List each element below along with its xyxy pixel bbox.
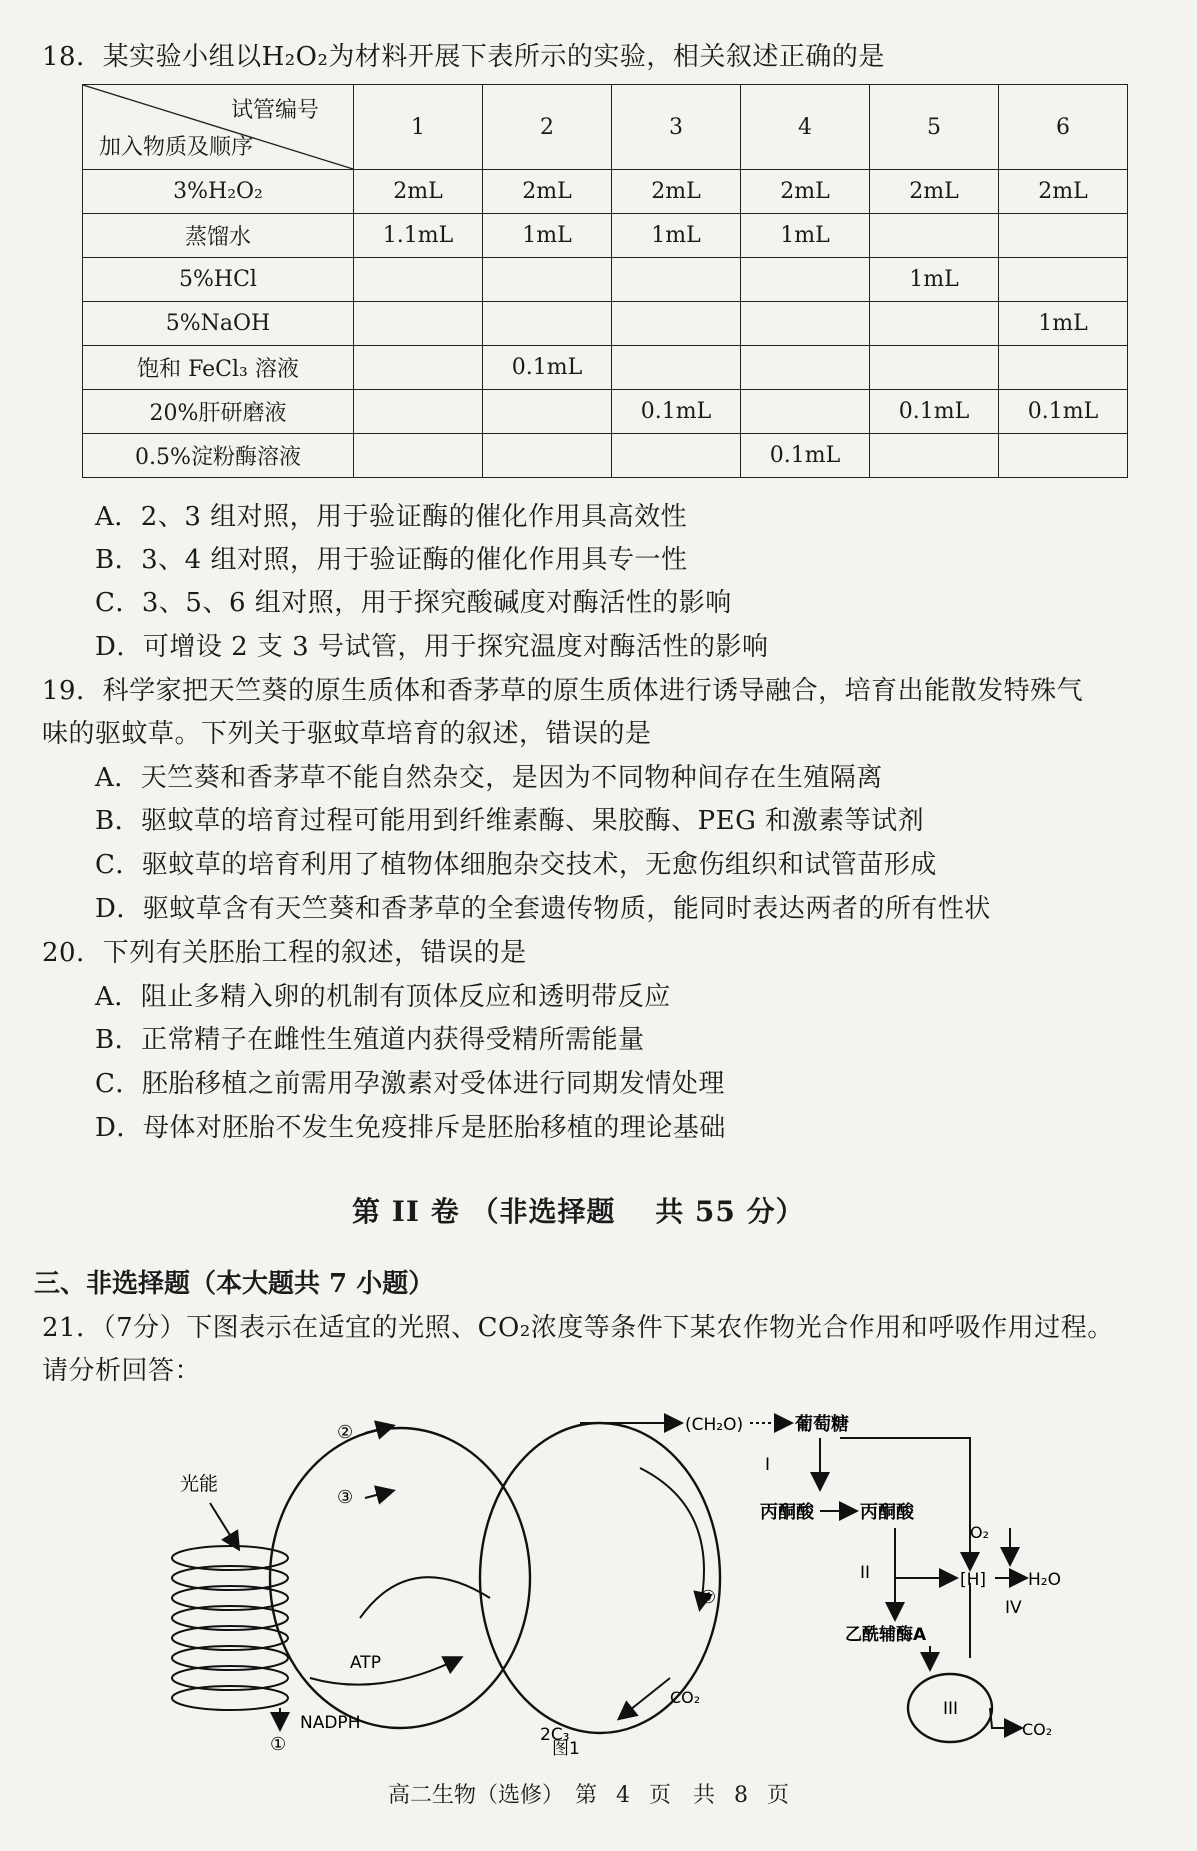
table-cell: 2mL bbox=[612, 170, 741, 214]
q20-option-b: B．正常精子在雌性生殖道内获得受精所需能量 bbox=[95, 1025, 645, 1055]
roman-1: I bbox=[765, 1455, 771, 1475]
co2-in-arrow bbox=[620, 1678, 670, 1718]
table-cell: 2mL bbox=[741, 170, 870, 214]
row-label: 蒸馏水 bbox=[83, 214, 354, 258]
row-label: 20%肝研磨液 bbox=[83, 390, 354, 434]
q19-stem-line1: 19．科学家把天竺葵的原生质体和香茅草的原生质体进行诱导融合，培育出能散发特殊气 bbox=[42, 676, 1084, 706]
row-label: 3%H₂O₂ bbox=[83, 170, 354, 214]
column-header: 4 bbox=[741, 85, 870, 170]
nadph-label: NADPH bbox=[300, 1713, 361, 1733]
table-cell: 0.1mL bbox=[741, 434, 870, 478]
label-circle-1: ① bbox=[270, 1734, 287, 1755]
q20-option-a: A．阻止多精入卵的机制有顶体反应和透明带反应 bbox=[95, 982, 671, 1012]
table-row bbox=[83, 258, 1128, 302]
section-title: 第 II 卷 （非选择题 共 55 分） bbox=[352, 1195, 805, 1228]
q18-option-c: C．3、5、6 组对照，用于探究酸碱度对酶活性的影响 bbox=[95, 588, 732, 618]
table-cell bbox=[354, 434, 483, 478]
q19-option-a: A．天竺葵和香茅草不能自然杂交，是因为不同物种间存在生殖隔离 bbox=[95, 763, 883, 793]
o2-label: O₂ bbox=[970, 1523, 990, 1542]
light-reaction-cycle bbox=[270, 1428, 530, 1728]
table-cell bbox=[483, 434, 612, 478]
table-row bbox=[83, 346, 1128, 390]
table-cell bbox=[870, 346, 999, 390]
co2-in-label: CO₂ bbox=[670, 1688, 701, 1707]
table-cell bbox=[741, 390, 870, 434]
nadph-arc bbox=[310, 1658, 460, 1685]
table-cell: 1.1mL bbox=[354, 214, 483, 258]
table-cell: 1mL bbox=[999, 302, 1128, 346]
table-cell: 0.1mL bbox=[870, 390, 999, 434]
figure-caption: 图1 bbox=[552, 1739, 580, 1759]
q20-option-d: D．母体对胚胎不发生免疫排斥是胚胎移植的理论基础 bbox=[95, 1113, 726, 1143]
column-header: 1 bbox=[354, 85, 483, 170]
row-label: 5%NaOH bbox=[83, 302, 354, 346]
experiment-table bbox=[82, 84, 1128, 478]
table-cell bbox=[354, 390, 483, 434]
light-arrow bbox=[210, 1503, 238, 1548]
table-cell: 1mL bbox=[612, 214, 741, 258]
table-cell bbox=[870, 434, 999, 478]
table-cell: 0.1mL bbox=[999, 390, 1128, 434]
table-row bbox=[83, 214, 1128, 258]
calvin-arrow bbox=[640, 1468, 704, 1608]
q19-option-c: C．驱蚊草的培育利用了植物体细胞杂交技术，无愈伤组织和试管苗形成 bbox=[95, 850, 937, 880]
column-header: 5 bbox=[870, 85, 999, 170]
label-circle-3: ③ bbox=[337, 1487, 354, 1508]
arrow-to-3 bbox=[365, 1491, 392, 1498]
table-cell bbox=[999, 346, 1128, 390]
h2o-label: H₂O bbox=[1028, 1570, 1061, 1590]
table-corner-cell bbox=[83, 85, 354, 170]
table-cell bbox=[741, 302, 870, 346]
row-label: 5%HCl bbox=[83, 258, 354, 302]
table-cell bbox=[999, 258, 1128, 302]
table-cell bbox=[612, 434, 741, 478]
acetylcoa-label: 乙酰辅酶A bbox=[845, 1625, 927, 1645]
table-cell bbox=[612, 346, 741, 390]
table-row bbox=[83, 302, 1128, 346]
q21-stem-line1: 21．（7分）下图表示在适宜的光照、CO₂浓度等条件下某农作物光合作用和呼吸作用过程。 bbox=[42, 1313, 1114, 1343]
table-cell bbox=[354, 258, 483, 302]
q18-option-a: A．2、3 组对照，用于验证酶的催化作用具高效性 bbox=[95, 502, 688, 532]
page-footer: 高二生物（选修） 第 4 页 共 8 页 bbox=[388, 1783, 789, 1808]
pyruvate-label-2: 丙酮酸 bbox=[860, 1502, 914, 1523]
table-cell: 1mL bbox=[483, 214, 612, 258]
table-cell: 2mL bbox=[483, 170, 612, 214]
table-cell: 2mL bbox=[999, 170, 1128, 214]
table-cell: 1mL bbox=[870, 258, 999, 302]
atp-label: ATP bbox=[350, 1653, 381, 1673]
table-cell bbox=[741, 346, 870, 390]
q20-stem: 20．下列有关胚胎工程的叙述，错误的是 bbox=[42, 938, 527, 968]
table-cell bbox=[741, 258, 870, 302]
table-cell bbox=[870, 214, 999, 258]
q21-stem-line2: 请分析回答： bbox=[42, 1356, 202, 1386]
table-cell bbox=[870, 302, 999, 346]
label-circle-2: ② bbox=[337, 1422, 354, 1443]
table-cell: 2mL bbox=[354, 170, 483, 214]
table-row bbox=[83, 170, 1128, 214]
atp-arc bbox=[360, 1577, 490, 1618]
light-label: 光能 bbox=[180, 1473, 219, 1495]
part3-title: 三、非选择题（本大题共 7 小题） bbox=[34, 1269, 435, 1299]
table-cell: 0.1mL bbox=[483, 346, 612, 390]
h-label: [H] bbox=[960, 1570, 987, 1590]
table-cell bbox=[999, 434, 1128, 478]
roman-2: II bbox=[860, 1563, 871, 1583]
q18-option-d: D．可增设 2 支 3 号试管，用于探究温度对酶活性的影响 bbox=[95, 632, 769, 662]
row-label: 饱和 FeCl₃ 溶液 bbox=[83, 346, 354, 390]
table-row bbox=[83, 434, 1128, 478]
header-top-label: 试管编号 bbox=[230, 98, 319, 123]
pyruvate-label-1: 丙酮酸 bbox=[760, 1502, 814, 1523]
roman-4: IV bbox=[1005, 1598, 1022, 1618]
q19-option-b: B．驱蚊草的培育过程可能用到纤维素酶、果胶酶、PEG 和激素等试剂 bbox=[95, 806, 925, 836]
column-header: 6 bbox=[999, 85, 1128, 170]
table-cell bbox=[483, 390, 612, 434]
co2-out-arrow bbox=[990, 1708, 1020, 1728]
table-cell bbox=[612, 302, 741, 346]
table-cell bbox=[483, 258, 612, 302]
q18-stem: 18．某实验小组以H₂O₂为材料开展下表所示的实验，相关叙述正确的是 bbox=[42, 42, 885, 72]
roman-3: III bbox=[943, 1699, 959, 1719]
table-cell bbox=[999, 214, 1128, 258]
label-circle-4: ④ bbox=[700, 1587, 717, 1608]
table-header-row bbox=[83, 85, 1128, 170]
glucose-label: 葡萄糖 bbox=[795, 1414, 849, 1435]
column-header: 3 bbox=[612, 85, 741, 170]
q19-option-d: D．驱蚊草含有天竺葵和香茅草的全套遗传物质，能同时表达两者的所有性状 bbox=[95, 894, 991, 924]
header-bottom-label: 加入物质及顺序 bbox=[99, 135, 254, 160]
table-cell bbox=[354, 346, 483, 390]
q20-option-c: C．胚胎移植之前需用孕激素对受体进行同期发情处理 bbox=[95, 1069, 725, 1099]
table-cell bbox=[354, 302, 483, 346]
table-cell: 2mL bbox=[870, 170, 999, 214]
table-cell: 1mL bbox=[741, 214, 870, 258]
photosynthesis-respiration-diagram bbox=[160, 1378, 1170, 1759]
ch2o-label: (CH₂O) bbox=[685, 1415, 744, 1435]
q19-stem-line2: 味的驱蚊草。下列关于驱蚊草培育的叙述，错误的是 bbox=[42, 719, 652, 749]
two-c3-label: 2C₃ bbox=[540, 1725, 570, 1745]
table-cell: 0.1mL bbox=[612, 390, 741, 434]
calvin-cycle bbox=[480, 1423, 720, 1733]
column-header: 2 bbox=[483, 85, 612, 170]
co2-out-label: CO₂ bbox=[1022, 1720, 1053, 1739]
table-row bbox=[83, 390, 1128, 434]
q18-option-b: B．3、4 组对照，用于验证酶的催化作用具专一性 bbox=[95, 545, 688, 575]
row-label: 0.5%淀粉酶溶液 bbox=[83, 434, 354, 478]
table-cell bbox=[483, 302, 612, 346]
table-cell bbox=[612, 258, 741, 302]
